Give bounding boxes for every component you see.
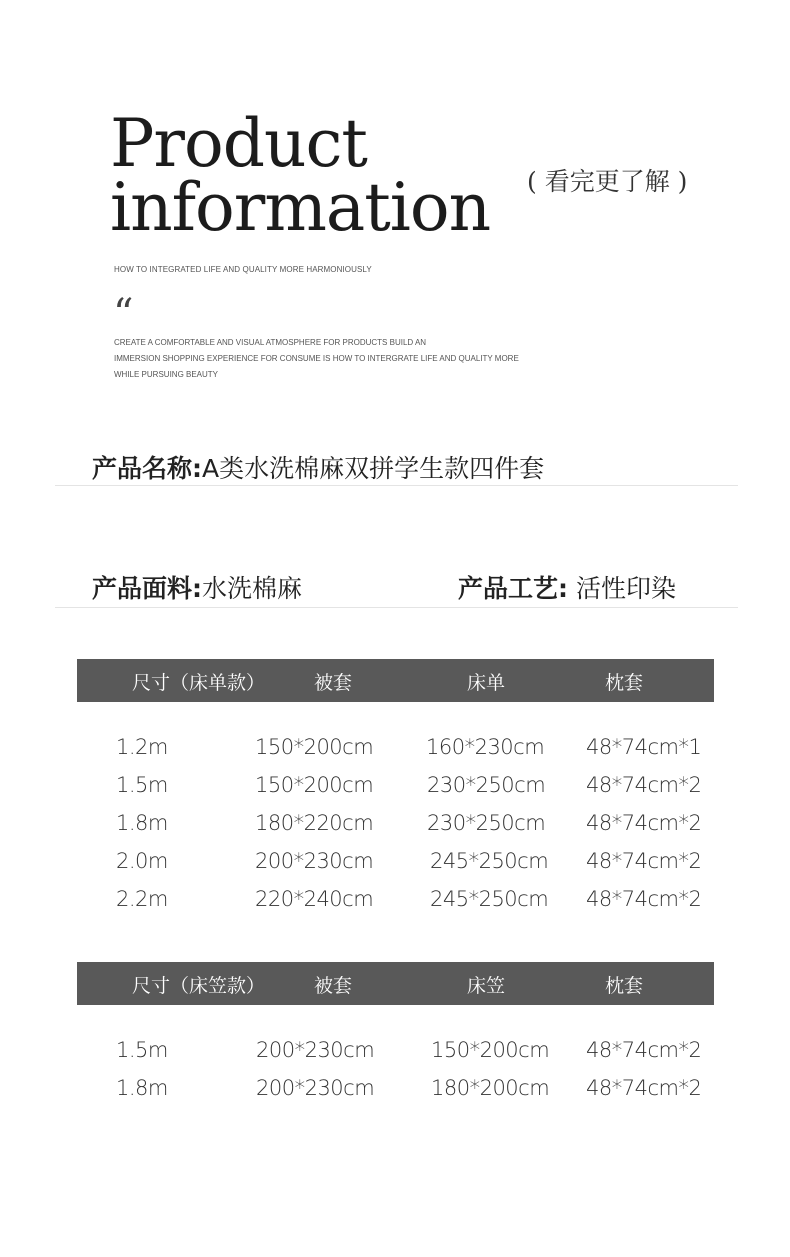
see-more-note: ( 看完更了解 ): [527, 167, 688, 196]
pillowcase-cell: 48*74cm*2: [586, 1076, 702, 1100]
fitted-table-body: [0, 1038, 790, 1114]
page-title: [110, 105, 491, 246]
table-row: [0, 1038, 790, 1076]
product-craft-value: 活性印染: [575, 574, 676, 603]
column-header-fitted-sheet: 床笠: [467, 975, 506, 997]
product-name-label: 产品名称:: [92, 454, 202, 483]
sheet-cell: 245*250cm: [430, 849, 549, 873]
column-header-size: 尺寸（床单款）: [132, 672, 266, 694]
product-fabric-value: 水洗棉麻: [202, 574, 303, 603]
table-row: [0, 811, 790, 849]
column-header-pillowcase: 枕套: [605, 672, 644, 694]
pillowcase-cell: 48*74cm*1: [586, 735, 702, 759]
divider: [55, 607, 738, 608]
tagline: HOW TO INTEGRATED LIFE AND QUALITY MORE HARMONIOUSLY: [114, 265, 372, 274]
duvet-cell: 200*230cm: [255, 849, 374, 873]
title-line-1: Product: [110, 105, 367, 182]
table-row: [0, 1076, 790, 1114]
description-line: IMMERSION SHOPPING EXPERIENCE FOR CONSUME IS HOW TO INTERGRATE LIFE AND QUALITY MORE: [114, 354, 519, 363]
size-cell: 1.8m: [116, 811, 168, 835]
quote-icon: “: [113, 291, 134, 337]
size-cell: 1.5m: [116, 773, 168, 797]
column-header-size: 尺寸（床笠款）: [132, 975, 266, 997]
duvet-cell: 150*200cm: [255, 735, 374, 759]
table-row: [0, 773, 790, 811]
sheet-cell: 160*230cm: [426, 735, 545, 759]
column-header-duvet: 被套: [314, 672, 353, 694]
divider: [55, 485, 738, 486]
pillowcase-cell: 48*74cm*2: [586, 887, 702, 911]
pillowcase-cell: 48*74cm*2: [586, 811, 702, 835]
product-fabric-label: 产品面料:: [92, 574, 202, 603]
sheet-cell: 230*250cm: [427, 773, 546, 797]
product-craft-row: [458, 569, 676, 605]
fitted-table-header: [77, 962, 714, 1005]
size-cell: 1.2m: [116, 735, 168, 759]
description: [114, 335, 534, 383]
pillowcase-cell: 48*74cm*2: [586, 849, 702, 873]
size-cell: 1.5m: [116, 1038, 168, 1062]
column-header-sheet: 床单: [467, 672, 506, 694]
description-line: CREATE A COMFORTABLE AND VISUAL ATMOSPHERE FOR PRODUCTS BUILD AN: [114, 338, 427, 347]
size-cell: 2.0m: [116, 849, 168, 873]
sheet-cell: 230*250cm: [427, 811, 546, 835]
title-line-2: information: [110, 169, 491, 246]
sheet-table-body: [0, 735, 790, 925]
size-cell: 2.2m: [116, 887, 168, 911]
sheet-cell: 245*250cm: [430, 887, 549, 911]
pillowcase-cell: 48*74cm*2: [586, 1038, 702, 1062]
duvet-cell: 200*230cm: [256, 1076, 375, 1100]
product-fabric-row: [92, 569, 302, 605]
duvet-cell: 150*200cm: [255, 773, 374, 797]
description-line: WHILE PURSUING BEAUTY: [114, 370, 219, 379]
size-cell: 1.8m: [116, 1076, 168, 1100]
column-header-duvet: 被套: [314, 975, 353, 997]
table-row: [0, 849, 790, 887]
product-name-row: [92, 449, 544, 485]
product-name-value: A类水洗棉麻双拼学生款四件套: [202, 454, 545, 483]
fitted-sheet-cell: 180*200cm: [431, 1076, 550, 1100]
duvet-cell: 220*240cm: [255, 887, 374, 911]
pillowcase-cell: 48*74cm*2: [586, 773, 702, 797]
table-row: [0, 735, 790, 773]
column-header-pillowcase: 枕套: [605, 975, 644, 997]
duvet-cell: 180*220cm: [255, 811, 374, 835]
product-craft-label: 产品工艺:: [458, 574, 568, 603]
sheet-table-header: [77, 659, 714, 702]
table-row: [0, 887, 790, 925]
duvet-cell: 200*230cm: [256, 1038, 375, 1062]
fitted-sheet-cell: 150*200cm: [431, 1038, 550, 1062]
